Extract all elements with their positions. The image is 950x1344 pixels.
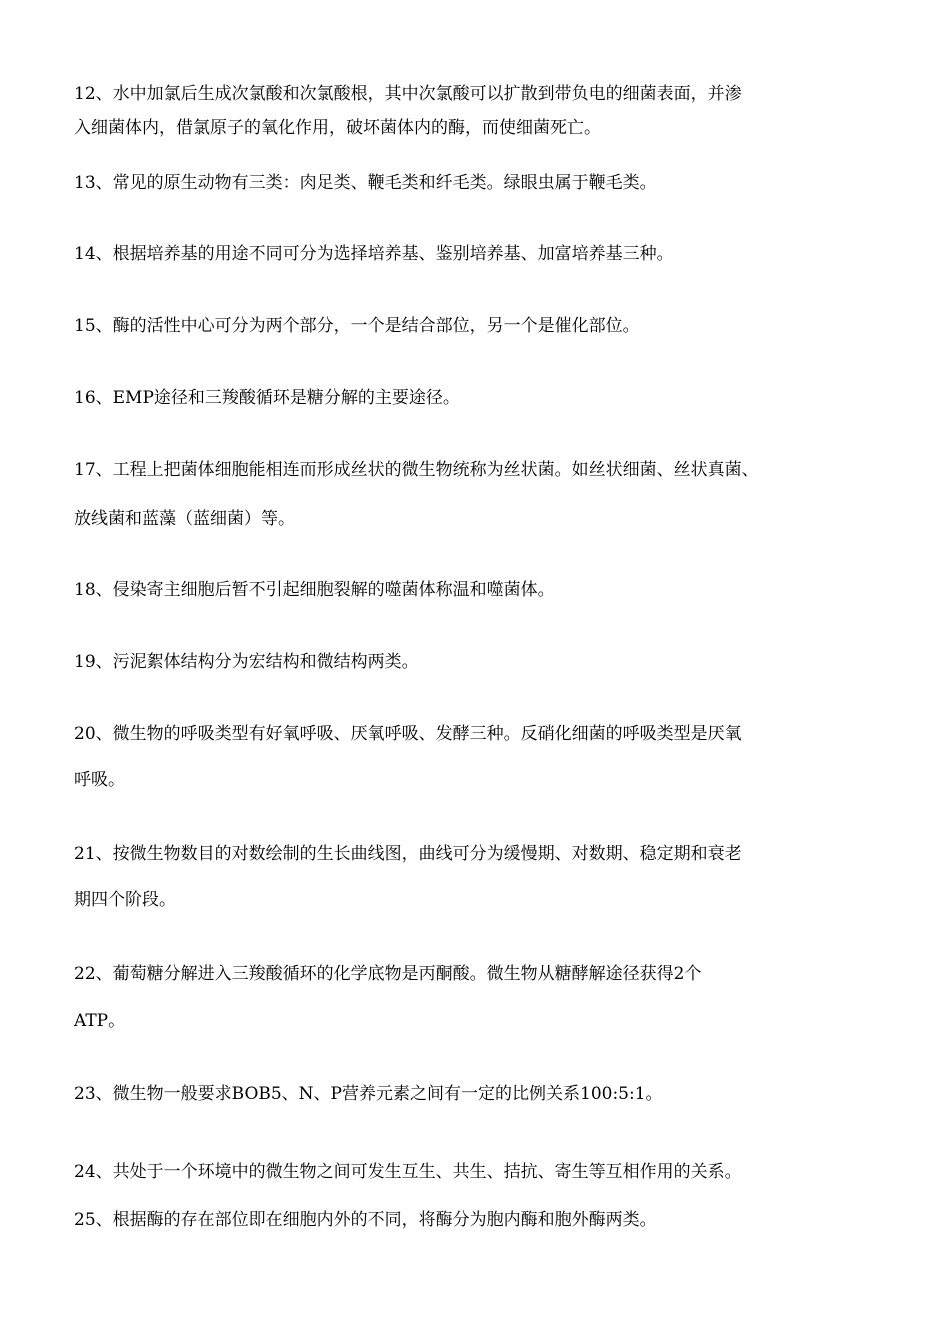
list-item-16 <box>74 386 884 410</box>
item-line: 19、污泥絮体结构分为宏结构和微结构两类。 <box>74 652 419 672</box>
item-line: 期四个阶段。 <box>74 890 176 910</box>
list-item-19 <box>74 650 884 674</box>
list-item-14 <box>74 242 884 266</box>
list-item-20 <box>74 722 884 792</box>
item-line: 22、葡萄糖分解进入三羧酸循环的化学底物是丙酮酸。微生物从糖酵解途径获得2个 <box>74 964 702 984</box>
item-line: 16、EMP途径和三羧酸循环是糖分解的主要途径。 <box>74 388 460 408</box>
item-line: 25、根据酶的存在部位即在细胞内外的不同，将酶分为胞内酶和胞外酶两类。 <box>74 1210 657 1230</box>
list-item-22 <box>74 962 884 1033</box>
item-line: 23、微生物一般要求BOB5、N、P营养元素之间有一定的比例关系100:5:1。 <box>74 1084 663 1104</box>
item-line: ATP。 <box>74 1011 126 1031</box>
item-line: 15、酶的活性中心可分为两个部分，一个是结合部位，另一个是催化部位。 <box>74 316 640 336</box>
item-line: 20、微生物的呼吸类型有好氧呼吸、厌氧呼吸、发酵三种。反硝化细菌的呼吸类型是厌氧 <box>74 724 742 744</box>
item-line: 21、按微生物数目的对数绘制的生长曲线图，曲线可分为缓慢期、对数期、稳定期和衰老 <box>74 844 742 864</box>
list-item-12 <box>74 82 884 140</box>
item-line: 13、常见的原生动物有三类：肉足类、鞭毛类和纤毛类。绿眼虫属于鞭毛类。 <box>74 173 657 193</box>
list-item-25 <box>74 1208 884 1232</box>
list-item-23 <box>74 1082 884 1106</box>
list-item-24 <box>74 1160 884 1184</box>
item-line: 入细菌体内，借氯原子的氧化作用，破坏菌体内的酶，而使细菌死亡。 <box>74 118 601 138</box>
item-line: 18、侵染寄主细胞后暂不引起细胞裂解的噬菌体称温和噬菌体。 <box>74 580 555 600</box>
item-line: 呼吸。 <box>74 770 125 790</box>
list-item-21 <box>74 842 884 912</box>
list-item-13 <box>74 171 884 195</box>
item-line: 24、共处于一个环境中的微生物之间可发生互生、共生、拮抗、寄生等互相作用的关系。 <box>74 1162 742 1182</box>
item-line: 12、水中加氯后生成次氯酸和次氯酸根，其中次氯酸可以扩散到带负电的细菌表面，并渗 <box>74 84 742 104</box>
item-line: 17、工程上把菌体细胞能相连而形成丝状的微生物统称为丝状菌。如丝状细菌、丝状真菌、 <box>74 460 759 480</box>
item-line: 放线菌和蓝藻（蓝细菌）等。 <box>74 509 295 529</box>
list-item-18 <box>74 578 884 602</box>
item-line: 14、根据培养基的用途不同可分为选择培养基、鉴别培养基、加富培养基三种。 <box>74 244 674 264</box>
list-item-15 <box>74 314 884 338</box>
list-item-17 <box>74 458 884 531</box>
